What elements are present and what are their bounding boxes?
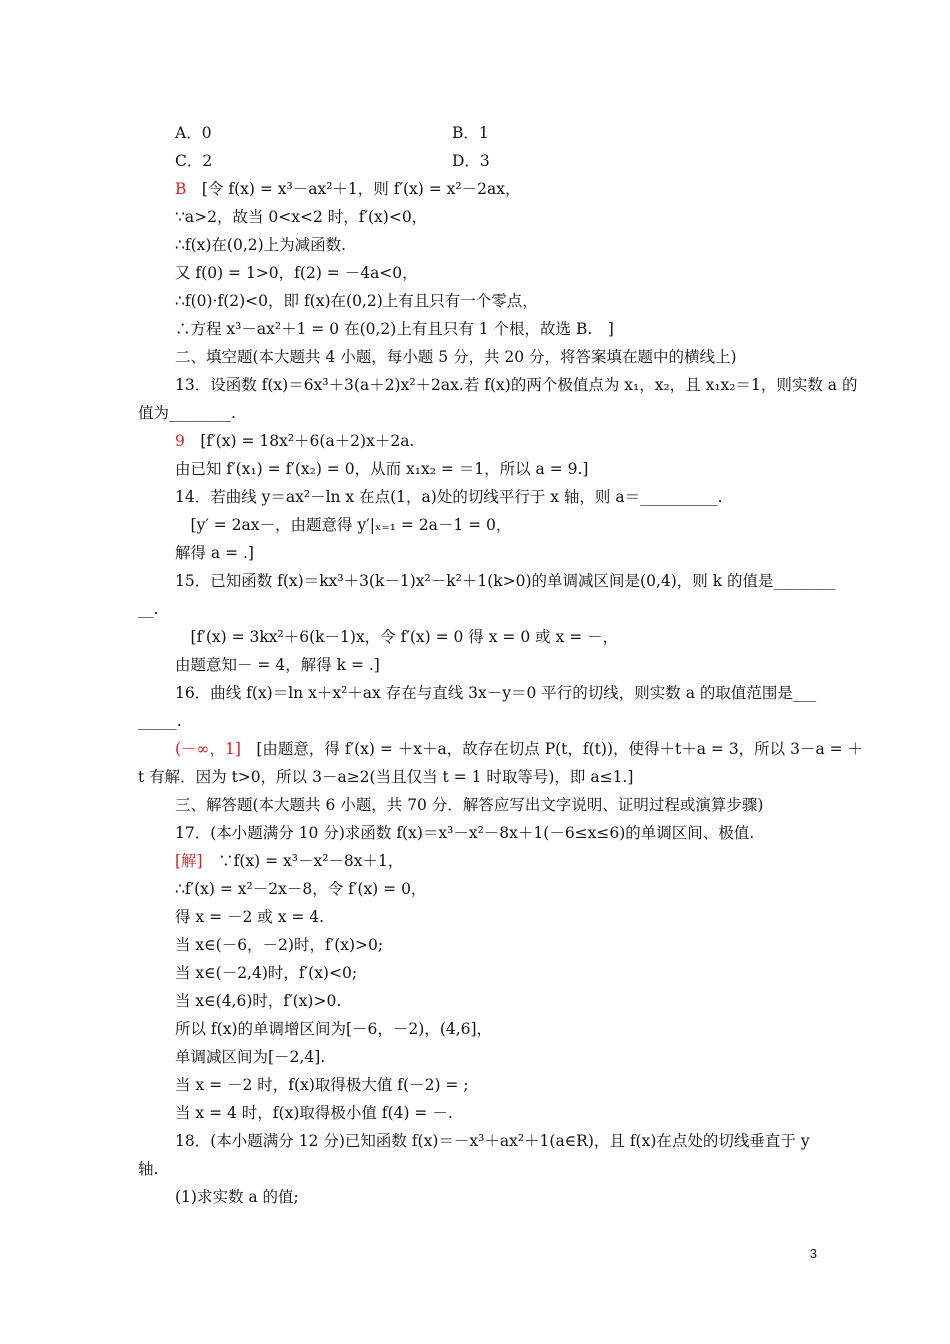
line-text: t 有解．因为 t>0，所以 3－a≥2(当且仅当 t = 1 时取等号)，即 a≤1.] <box>138 768 634 786</box>
line-text: 18．(本小题满分 12 分)已知函数 f(x)＝－x³＋ax²＋1(a∈R)，且 f(x)在点处的切线垂直于 y <box>175 1132 810 1150</box>
text-line <box>175 206 427 228</box>
text-line <box>175 906 324 928</box>
line-text: _____. <box>138 712 182 730</box>
line-text: 单调减区间为[－2,4]. <box>175 1048 326 1066</box>
text-line <box>175 1074 469 1096</box>
line-text: 得 x = －2 或 x = 4. <box>175 908 325 926</box>
line-text: 二、填空题(本大题共 4 小题，每小题 5 分，共 20 分，将答案填在题中的横线上) <box>175 348 737 366</box>
page-number: 3 <box>809 1246 817 1261</box>
text-line <box>138 1158 158 1180</box>
text-line <box>175 1186 299 1208</box>
text-line <box>175 318 614 340</box>
line-text: 所以 f(x)的单调增区间为[－6，－2)，(4,6]， <box>175 1020 493 1038</box>
text-line <box>175 1046 325 1068</box>
line-text: [由题意，得 f′(x) = ＋x＋a，故存在切点 P(t，f(t))，使得＋t＋a = 3，所以 3－a = ＋ <box>240 740 864 758</box>
text-line <box>175 262 418 284</box>
text-line <box>175 878 426 900</box>
indent <box>175 516 191 534</box>
text-line <box>175 234 346 256</box>
line-text: 又 f(0) = 1>0，f(2) = －4a<0， <box>175 264 418 282</box>
option-c: C．2 <box>175 152 213 170</box>
option-a: A．0 <box>175 124 212 142</box>
text-line <box>175 1018 492 1040</box>
line-text: ∵f(x) = x³－x²－8x＋1， <box>202 852 404 870</box>
line-text: ∵a>2，故当 0<x<2 时，f′(x)<0， <box>175 208 428 226</box>
answer-label: [解] <box>175 852 203 870</box>
text-line <box>175 626 618 648</box>
text-line <box>175 486 723 508</box>
option-b: B．1 <box>452 124 489 142</box>
line-text: [y′ = 2ax－，由题意得 y′|ₓ₌₁ = 2a－1 = 0， <box>190 516 512 534</box>
line-text: 14．若曲线 y＝ax²－ln x 在点(1，a)处的切线平行于 x 轴，则 a＝__________. <box>175 488 723 506</box>
answer-label: B <box>175 180 187 198</box>
text-line <box>138 402 236 424</box>
line-text: 当 x = 4 时，f(x)取得极小值 f(4) = －. <box>175 1104 453 1122</box>
indent <box>175 628 191 646</box>
line-text: [令 f(x) = x³－ax²＋1，则 f′(x) = x²－2ax， <box>186 180 521 198</box>
text-line <box>175 374 857 396</box>
text-line <box>175 1130 810 1152</box>
text-line <box>175 570 836 592</box>
text-line <box>175 990 341 1012</box>
line-text: 当 x∈(－6，－2)时，f′(x)>0; <box>175 936 384 954</box>
answer-label: 9 <box>175 432 185 450</box>
text-line <box>175 514 511 536</box>
text-line <box>175 178 520 200</box>
line-text: ∴f′(x) = x²－2x－8，令 f′(x) = 0， <box>175 880 427 898</box>
text-line <box>175 850 403 872</box>
answer-label: (－∞，1] <box>175 740 241 758</box>
text-line <box>175 822 754 844</box>
line-text: ∴f(x)在(0,2)上为减函数. <box>175 236 347 254</box>
text-line <box>175 794 763 816</box>
line-text: 当 x = －2 时，f(x)取得极大值 f(－2) = ; <box>175 1076 469 1094</box>
text-line <box>175 1102 453 1124</box>
line-text: 当 x∈(－2,4)时，f′(x)<0; <box>175 964 358 982</box>
text-line <box>175 458 588 480</box>
text-line <box>175 738 863 760</box>
text-line <box>175 962 357 984</box>
line-text: ∴f(0)·f(2)<0，即 f(x)在(0,2)上有且只有一个零点， <box>175 292 538 310</box>
line-text: 由题意知－ = 4，解得 k = .] <box>175 656 380 674</box>
line-text: 三、解答题(本大题共 6 小题，共 70 分．解答应写出文字说明、证明过程或演算步骤) <box>175 796 764 814</box>
text-line <box>175 934 383 956</box>
line-text: [f′(x) = 3kx²＋6(k－1)x，令 f′(x) = 0 得 x = 0 或 x = －， <box>190 628 619 646</box>
text-line <box>138 766 633 788</box>
line-text: 值为________. <box>138 404 236 422</box>
text-line <box>175 682 816 704</box>
line-text: (1)求实数 a 的值; <box>175 1188 299 1206</box>
line-text: 轴. <box>138 1160 159 1178</box>
option-d: D．3 <box>452 152 490 170</box>
text-line <box>175 290 538 312</box>
text-line <box>175 542 254 564</box>
text-line <box>175 430 414 452</box>
line-text: __. <box>138 600 159 618</box>
line-text: 解得 a = .] <box>175 544 254 562</box>
text-line <box>175 654 380 676</box>
line-text: [f′(x) = 18x²＋6(a＋2)x＋2a. <box>184 432 415 450</box>
text-line <box>138 598 158 620</box>
line-text: 16．曲线 f(x)＝ln x＋x²＋ax 存在与直线 3x－y＝0 平行的切线，则实数 a 的取值范围是___ <box>175 684 817 702</box>
line-text: 13．设函数 f(x)＝6x³＋3(a＋2)x²＋2ax.若 f(x)的两个极值点为 x₁，x₂，且 x₁x₂＝1，则实数 a 的 <box>175 376 858 394</box>
text-line <box>138 710 182 732</box>
line-text: ∴方程 x³－ax²＋1 = 0 在(0,2)上有且只有 1 个根，故选 B. ] <box>175 320 614 338</box>
line-text: 由已知 f′(x₁) = f′(x₂) = 0，从而 x₁x₂ = ＝1，所以 a = 9.] <box>175 460 589 478</box>
line-text: 17．(本小题满分 10 分)求函数 f(x)＝x³－x²－8x＋1(－6≤x≤6)的单调区间、极值. <box>175 824 755 842</box>
line-text: 当 x∈(4,6)时，f′(x)>0. <box>175 992 342 1010</box>
line-text: 15．已知函数 f(x)＝kx³＋3(k－1)x²－k²＋1(k>0)的单调减区间是(0,4)，则 k 的值是________ <box>175 572 836 590</box>
text-line <box>175 346 737 368</box>
